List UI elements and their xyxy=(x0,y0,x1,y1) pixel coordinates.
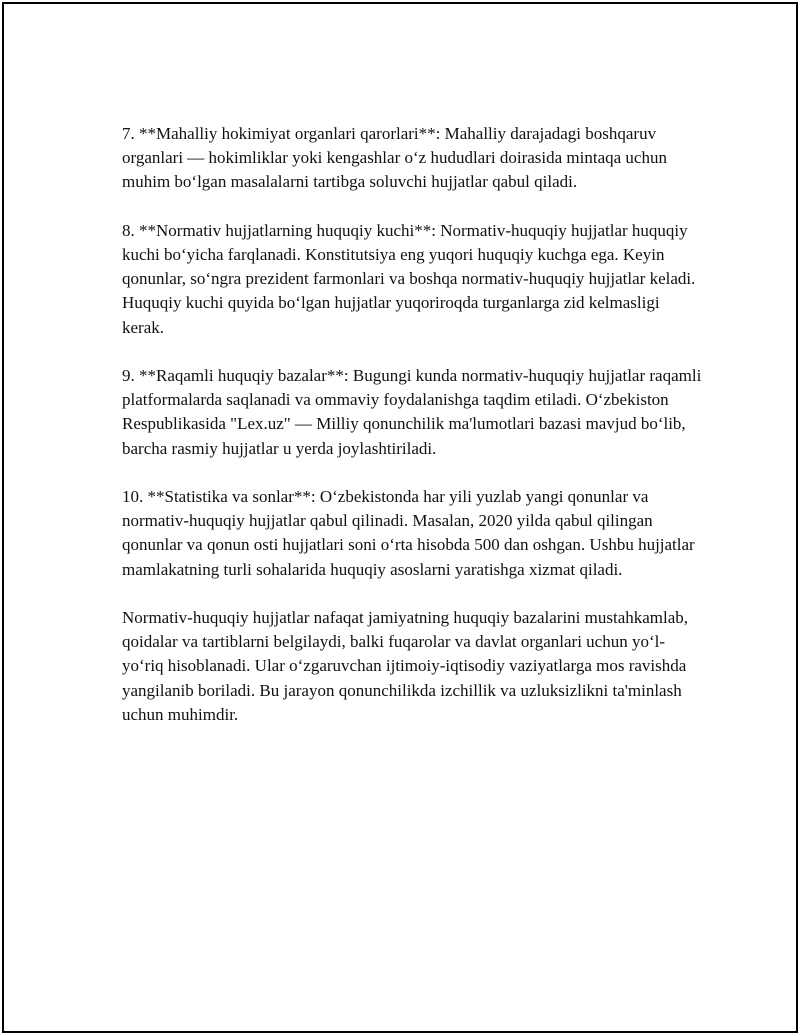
paragraph-local-authority-decisions: 7. **Mahalliy hokimiyat organlari qarorlari**: Mahalliy darajadagi boshqaruv organlari — hokimliklar yoki kengashlar o‘z hududlari doirasida mintaqa uchun muhim bo‘lgan masalalarni tartibga soluvchi hujjatlar qabul qiladi. xyxy=(122,124,667,192)
paragraph-digital-legal-databases: 9. **Raqamli huquqiy bazalar**: Bugungi kunda normativ-huquqiy hujjatlar raqamli platformalarda saqlanadi va ommaviy foydalanishga taqdim etiladi. O‘zbekiston Respublikasida "Lex.uz" — Milliy qonunchilik ma'lumotlari bazasi mavjud bo‘lib, barcha rasmiy hujjatlar u yerda joylashtiriladi. xyxy=(122,366,702,458)
paragraph-legal-force: 8. **Normativ hujjatlarning huquqiy kuchi**: Normativ-huquqiy hujjatlar huquqiy kuchi bo‘yicha farqlanadi. Konstitutsiya eng yuqori huquqiy kuchga ega. Keyin qonunlar, so‘ngra prezident farmonlari va boshqa normativ-huquqiy hujjatlar keladi. Huquqiy kuchi quyida bo‘lgan hujjatlar yuqoriroqda turganlarga zid kelmasligi kerak. xyxy=(122,220,696,337)
document-body xyxy=(122,122,702,751)
paragraph-conclusion: Normativ-huquqiy hujjatlar nafaqat jamiyatning huquqiy bazalarini mustahkamlab, qoidalar va tartiblarni belgilaydi, balki fuqarolar va davlat organlari uchun yo‘l-yo‘riq hisoblanadi. Ular o‘zgaruvchan ijtimoiy-iqtisodiy vaziyatlarga mos ravishda yangilanib boriladi. Bu jarayon qonunchilikda izchillik va uzluksizlikni ta'minlash uchun muhimdir. xyxy=(122,608,689,724)
paragraph-statistics: 10. **Statistika va sonlar**: O‘zbekistonda har yili yuzlab yangi qonunlar va normativ-huquqiy hujjatlar qabul qilinadi. Masalan, 2020 yilda qabul qilingan qonunlar va qonun osti hujjatlari soni o‘rta hisobda 500 dan oshgan. Ushbu hujjatlar mamlakatning turli sohalarida huquqiy asoslarni yaratishga xizmat qiladi. xyxy=(122,487,695,579)
page-frame xyxy=(2,2,798,1033)
